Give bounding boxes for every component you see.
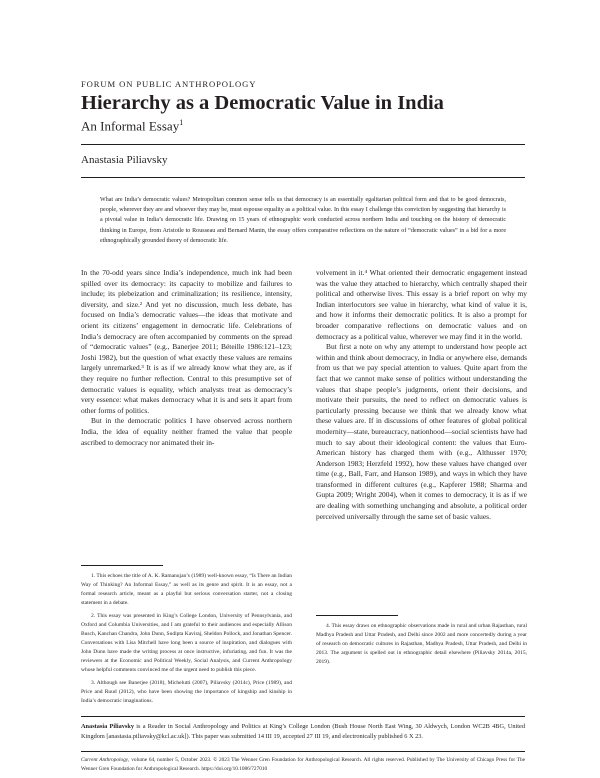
section-label: FORUM ON PUBLIC ANTHROPOLOGY — [81, 79, 257, 89]
footnotes-left — [81, 572, 292, 710]
author-name: Anastasia Piliavsky — [81, 154, 168, 166]
footnote: 4. This essay draws on ethnographic observations made in rural and urban Rajasthan, rural Madhya Pradesh and Uttar Pradesh, and Delhi since 2002 and more concertedly during a year of research on democratic cultures in Rajasthan, Madhya Pradesh, Uttar Pradesh, and Delhi in 2013. The argument is spelled out in ethnographic detail elsewhere (Piliavsky 2014a, 2015, 2019). — [316, 623, 527, 665]
article-title: Hierarchy as a Democratic Value in India — [81, 92, 444, 114]
body-column-left — [81, 268, 292, 448]
publication-footer — [81, 756, 525, 773]
footnote-separator-left — [81, 565, 163, 566]
bio-rule — [81, 716, 525, 717]
author-bio — [81, 722, 525, 741]
subtitle-text: An Informal Essay — [81, 118, 180, 134]
footnote: 3. Although see Banerjee (2018), Michelutti (2007), Piliavsky (2014c), Price (1989), and Price and Ruud (2012), who have been showing the importance of kingship and kinship in India’s democratic imaginations. — [81, 680, 292, 704]
body-paragraph: volvement in it.⁴ What oriented their democratic engagement instead was the value they attached to hierarchy, which centrally shaped their political and otherwise lives. This essay is a brief report on why my Indian interlocutors see value in hierarchy, what kind of value it is, and how it informs their democratic politics. It is also a prompt for broader comparative reflections on democratic values and on democracy as a political value, wherever we may find it in the world. — [316, 268, 527, 341]
footnote: 1. This echoes the title of A. K. Ramanujan’s (1989) well-known essay, “Is There an Indian Way of Thinking? An Informal Essay,” as well as its genre and spirit. It is an essay, not a formal research article, meant as a playful but serious conversation starter, not a closing statement in a debate. — [81, 573, 292, 606]
journal-name: Current Anthropology — [81, 757, 129, 763]
bio-text: is a Reader in Social Anthropology and Politics at King’s College London (Bush House North East Wing, 30 Aldwych, London WC2B 4BG, United Kingdom [anastasia.piliavsky@kcl.ac.uk]). This paper was submitted 14 III 19, accepted 27 III 19, and electronically published 6 X 23. — [81, 723, 525, 740]
footnote: 2. This essay was presented in King’s College London, University of Pennsylvania, and Oxford and Columbia Universities, and I am grateful to their audiences and especially Allison Busch, Kanchan Chandra, John Dunn, Sudipta Kaviraj, Sheldon Pollock, and Jonathan Spencer. Conversations with Lisa Mitchell have long been a source of inspiration, and dialogues with John Dunn have made the writing process at once instructive, infuriating, and fun. It was the reviewers at the Economic and Political Weekly, Social Analysis, and Current Anthropology whose helpful comments convinced me of the urgent need to publish this piece. — [81, 613, 292, 673]
bio-name: Anastasia Piliavsky — [81, 723, 134, 730]
footer-text: , volume 64, number 5, October 2023. © 2023 The Wenner Gren Foundation for Anthropological Research. All rights reserved. Published by The University of Chicago Press for The Wenner Gren Foundation for Anthropological Research. https://doi.org/10.1086/727010 — [81, 757, 525, 772]
body-paragraph: But in the democratic politics I have observed across northern India, the idea of equality neither framed the value that people ascribed to democracy nor animated their in- — [81, 416, 292, 447]
abstract: What are India’s democratic values? Metropolitan common sense tells us that democracy is an essentially egalitarian political form and that to be good democrats, people, wherever they are and whoever they may be, must espouse equality as a political value. In this essay I challenge this conviction by suggesting that hierarchy is a pivotal value in India’s democratic life. Drawing on 15 years of ethnographic work conducted across northern India and touching on the history of democratic thinking in Europe, from Aristotle to Rousseau and Bernard Manin, the essay offers comparative reflections on the nature of “democratic values” in a bid for a more ethnographically grounded theory of democratic life. — [100, 197, 506, 244]
article-subtitle — [81, 118, 183, 134]
body-column-right — [316, 268, 527, 522]
footer-rule — [81, 751, 525, 752]
title-rule — [81, 144, 525, 145]
footnote-separator-right — [316, 615, 398, 616]
body-paragraph: But first a note on why any attempt to understand how people act within and think about democracy, in India or anywhere else, demands from us that we pay special attention to values. Quite apart from the fact that we cannot make sense of politics without understanding the values that shape people’s judgments, orient their decisions, and motivate their pursuits, the need to reflect on democratic values is particularly pressing because we think that we already know what these values are. If in discussions of other features of global political modernity—state, bureaucracy, nationhood—social scientists have had much to say about their ideological content: the values that Euro-American history has charged them with (e.g., Althusser 1970; Anderson 1983; Herzfeld 1992), how these values have changed over time (e.g., Ball, Farr, and Hanson 1989), and ways in which they have transformed in different cultures (e.g., Kapferer 1988; Sharma and Gupta 2009; Wright 2004), when it comes to democracy, it is as if we are dealing with something unchanging and absolute, a political order perceived universally through the same set of basic values. — [316, 342, 527, 521]
author-rule — [81, 177, 525, 178]
body-paragraph: In the 70-odd years since India’s independence, much ink had been spilled over its democracy: its capacity to mobilize and failures to include; its plebeization and criminalization; its resilience, intensity, diversity, and size.² And yet no discussion, much less debate, has focused on India’s democratic values—the ideas that motivate and orient its citizens’ engagement in democratic life. Celebrations of India’s democracy are often accompanied by comments on the spread of “democratic values” (e.g., Banerjee 2011; Béteille 1986:121–123; Joshi 1982), but the question of what exactly these values are remains largely unremarked.³ It is as if we already know what they are, as if they require no further reflection. Central to this presumptive set of democratic values is equality, which analysts treat as democracy’s very essence: what makes democracy what it is and sets it apart from other forms of politics. — [81, 268, 292, 415]
footnotes-right — [316, 622, 527, 671]
subtitle-footnote-marker: 1 — [179, 118, 184, 127]
